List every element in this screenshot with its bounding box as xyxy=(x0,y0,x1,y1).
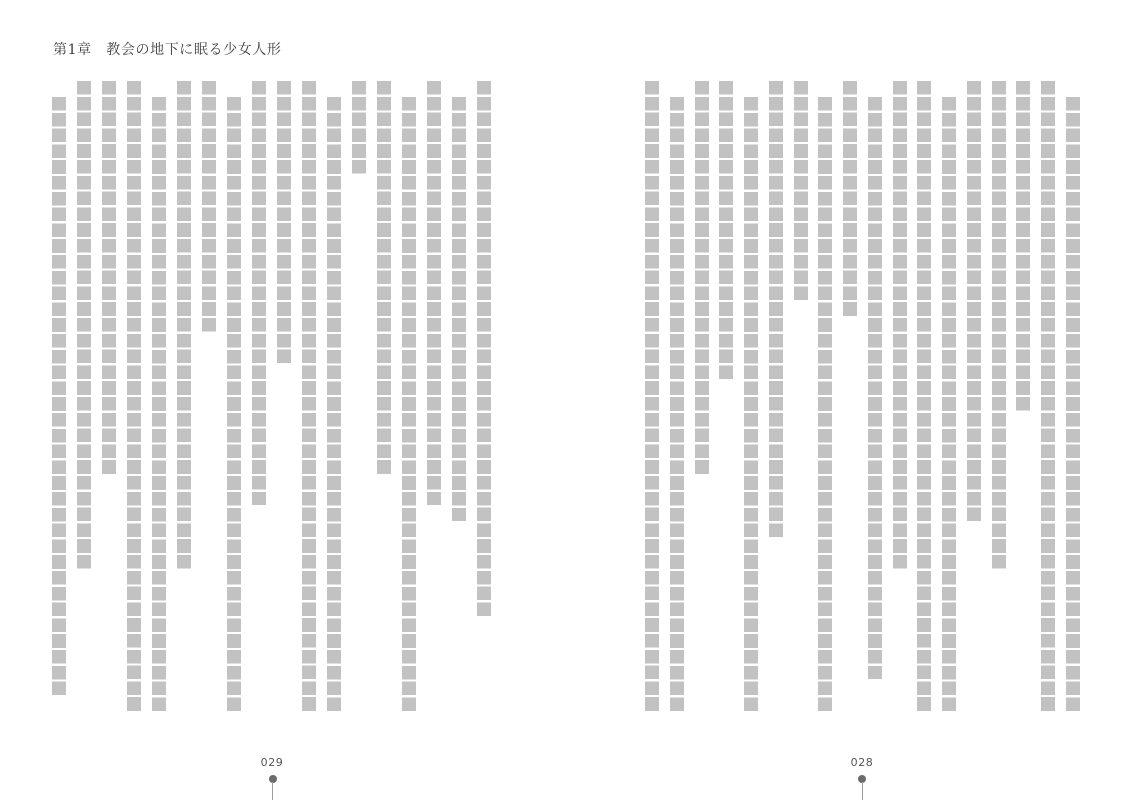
text-column xyxy=(227,97,241,711)
text-column xyxy=(992,81,1006,569)
text-column xyxy=(177,81,191,569)
page-number: 028 xyxy=(850,756,874,769)
folio-rule xyxy=(272,782,273,800)
text-column xyxy=(917,81,931,711)
text-column xyxy=(893,81,907,569)
text-column xyxy=(477,81,491,616)
text-column xyxy=(202,81,216,332)
text-column xyxy=(670,97,684,711)
text-column xyxy=(868,97,882,679)
text-column xyxy=(152,97,166,711)
text-column xyxy=(967,81,981,521)
text-column xyxy=(452,97,466,521)
text-column xyxy=(52,97,66,695)
text-column xyxy=(352,81,366,174)
text-column xyxy=(127,81,141,711)
text-column xyxy=(377,81,391,474)
left-page xyxy=(0,0,567,800)
text-column xyxy=(1066,97,1080,711)
text-column xyxy=(769,81,783,537)
text-column xyxy=(252,81,266,505)
text-column xyxy=(77,81,91,569)
text-column xyxy=(327,97,341,711)
text-column xyxy=(402,97,416,711)
text-column xyxy=(843,81,857,316)
running-head-chapter-title: 第1章 教会の地下に眠る少女人形 xyxy=(53,42,282,58)
folio-rule xyxy=(862,782,863,800)
text-column xyxy=(302,81,316,711)
right-page xyxy=(568,0,1135,800)
text-column xyxy=(645,81,659,711)
text-column xyxy=(102,81,116,474)
text-column xyxy=(1041,81,1055,711)
text-column xyxy=(942,97,956,711)
text-column xyxy=(818,97,832,711)
text-column xyxy=(1016,81,1030,411)
text-column xyxy=(427,81,441,505)
page-number: 029 xyxy=(260,756,284,769)
text-column xyxy=(794,81,808,300)
text-column xyxy=(277,81,291,363)
text-column xyxy=(744,97,758,711)
folio-dot-icon xyxy=(269,775,277,783)
text-column xyxy=(695,81,709,474)
text-column xyxy=(719,81,733,379)
